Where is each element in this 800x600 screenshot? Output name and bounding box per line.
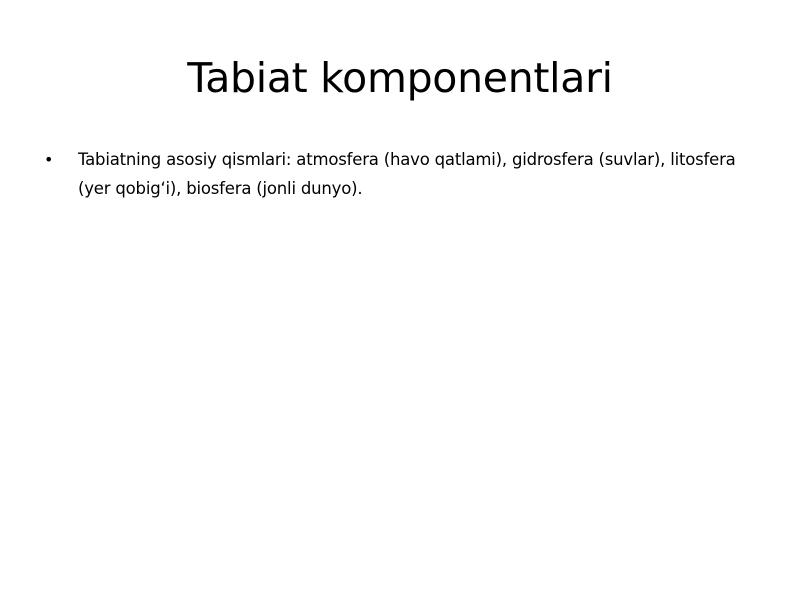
bullet-marker: • <box>44 150 54 169</box>
bullet-text: Tabiatning asosiy qismlari: atmosfera (havo qatlami), gidrosfera (suvlar), litosfera (yer qobig‘i), biosfera (jonli dunyo). <box>78 150 736 198</box>
bullet-item <box>40 145 760 203</box>
slide-title: Tabiat komponentlari <box>187 54 613 102</box>
bullet-list <box>40 145 760 203</box>
